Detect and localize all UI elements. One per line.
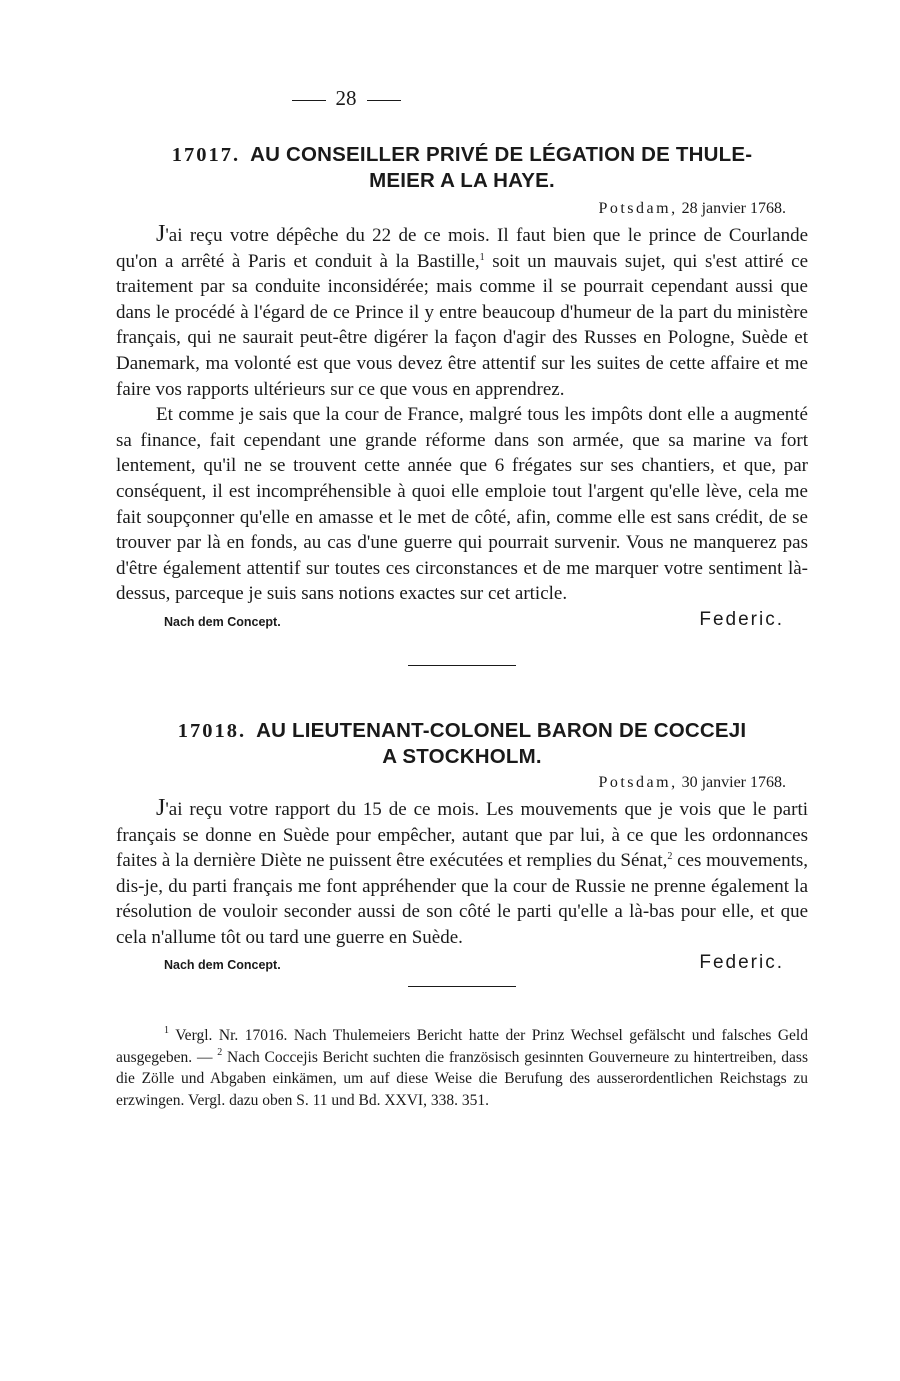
signature-row	[116, 609, 808, 635]
letter-body	[116, 796, 808, 951]
section-divider	[408, 986, 516, 987]
signature-row	[116, 952, 808, 978]
paragraph	[116, 796, 808, 951]
footnote-marker: 1	[164, 1025, 169, 1037]
dateline-place: Potsdam,	[598, 773, 678, 791]
footnote-ref: 1	[479, 251, 485, 263]
footnote-text: Nach Coccejis Bericht suchten die französisch gesinnten Gouverneure zu hintertreiben, dass die Zölle und Abgaben einkämen, um auf diese Weise die Berufung des ausserordentlichen Reichstags zu erzwingen. Vergl. dazu oben S. 11 und Bd. XXVI, 338. 351.	[116, 1048, 808, 1109]
dateline	[116, 772, 786, 794]
paragraph	[116, 222, 808, 402]
letter-heading	[116, 142, 808, 194]
footnote-marker: 2	[217, 1046, 223, 1058]
heading-line-2: A STOCKHOLM.	[382, 744, 542, 768]
page-number-dash-right	[367, 100, 401, 101]
page-number	[0, 84, 692, 112]
letter-number: 17017.	[171, 144, 241, 166]
footnote-text: Vergl. Nr. 17016. Nach Thulemeiers Bericht hatte der Prinz Wechsel gefälscht und falsches Geld ausgegeben. —	[116, 1027, 808, 1066]
page-number-value: 28	[335, 86, 357, 110]
page-body	[116, 142, 808, 1111]
letter-body	[116, 222, 808, 607]
letter-number: 17018.	[177, 719, 247, 742]
footnote	[116, 1025, 808, 1111]
dateline-place: Potsdam,	[598, 200, 678, 217]
heading-line-1: AU CONSEILLER PRIVÉ DE LÉGATION DE THULE-	[250, 143, 753, 166]
paragraph-text: 'ai reçu votre dépêche du 22 de ce mois. Il faut bien que le prince de Courlande qu'on a arrêté à Paris et conduit à la Bastille,	[116, 225, 808, 272]
paragraph-text: Et comme je sais que la cour de France, malgré tous les impôts dont elle a augmenté sa finance, fait cependant une grande réforme dans son armée, que sa marine va fort lentement, qu'il ne se trouvent cette année que 6 frégates sur ses chantiers, et que, par conséquent, il est incompréhensible à quoi elle emploie tout l'argent qu'elle lève, cela me fait soupçonner qu'elle en amasse et le met de côté, afin, comme elle est sans crédit, de se trouver par là en fonds, au cas d'une guerre qui pourrait survenir. Vous ne manquerez pas d'être également attentif sur toutes ces circonstances et de me marquer votre sentiment là-dessus, parceque je suis sans notions exactes sur cet article.	[116, 404, 808, 605]
footnotes	[116, 1025, 808, 1111]
drop-cap: J	[156, 221, 166, 247]
paragraph-text: soit un mauvais sujet, qui s'est attiré ce traitement par sa conduite inconsidérée; mais comme il se pourrait cependant aussi que dans le procédé à l'égard de ce Prince il y entre beaucoup d'humeur de la part du ministère français, qui ne saurait peut-être digérer la façon d'agir des Russes en Pologne, Suède et Danemark, ma volonté est que vous devez être attentif sur les suites de cette affaire et me faire vos rapports ultérieurs sur ce que vous en apprendrez.	[116, 250, 808, 400]
section-divider	[408, 665, 516, 666]
heading-line-1: AU LIEUTENANT-COLONEL BARON DE COCCEJI	[256, 718, 747, 742]
dateline-date: 28 janvier 1768.	[681, 200, 786, 217]
signature: Federic.	[699, 952, 784, 974]
paragraph	[116, 402, 808, 607]
signature: Federic.	[699, 608, 784, 630]
letter-17018	[116, 718, 808, 979]
dateline-date: 30 janvier 1768.	[681, 773, 786, 791]
letter-17017	[116, 142, 808, 635]
page-number-dash-left	[292, 100, 326, 101]
letter-heading	[116, 718, 808, 770]
drop-cap: J	[156, 794, 166, 821]
dateline	[116, 198, 786, 220]
paragraph-text: 'ai reçu votre rapport du 15 de ce mois. Les mouvements que je vois que le parti français se donne en Suède pour empêcher, autant que par lui, à ce que les ordonnances faites à la dernière Diète ne puissent être exécutées et remplies du Sénat,	[116, 798, 808, 872]
paragraph-text: ces mouvements, dis-je, du parti français me font appréhender que la cour de Russie ne prenne également la résolution de vouloir seconder aussi de son côté le parti qu'elle a là-bas pour elle, et que cela n'allume tôt ou tard une guerre en Suède.	[116, 850, 808, 948]
heading-line-2: MEIER A LA HAYE.	[369, 169, 555, 192]
footnote-ref: 2	[667, 851, 673, 863]
source-note: Nach dem Concept.	[164, 958, 281, 973]
source-note: Nach dem Concept.	[164, 614, 281, 629]
